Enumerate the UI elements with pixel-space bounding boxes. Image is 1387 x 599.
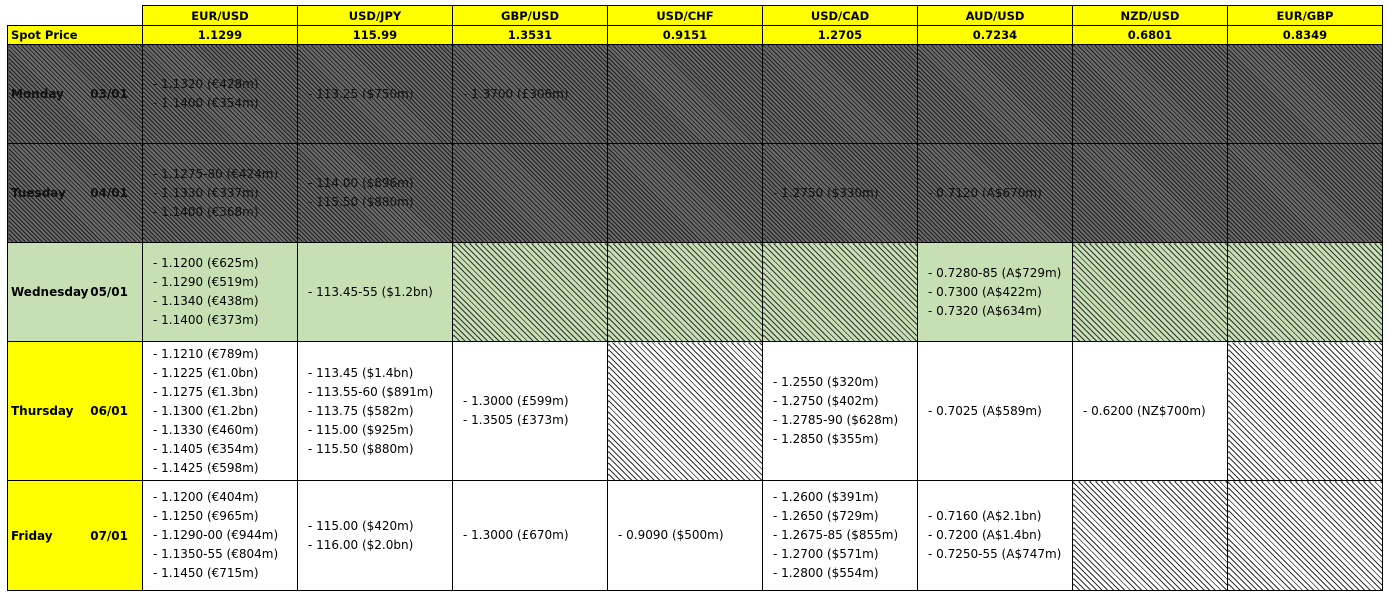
expiry-entry: - 1.1405 (€354m) bbox=[153, 441, 259, 456]
pair-header: EUR/GBP bbox=[1228, 6, 1383, 26]
pair-header: GBP/USD bbox=[453, 6, 608, 26]
expiry-entry: - 1.3000 (£599m) bbox=[463, 394, 569, 408]
empty-expiry-cell bbox=[1073, 144, 1228, 243]
expiry-entry: - 0.6200 (NZ$700m) bbox=[1083, 403, 1206, 418]
expiry-entry: - 114.00 ($896m) bbox=[308, 176, 414, 190]
expiry-entry: - 1.1400 (€354m) bbox=[153, 96, 259, 110]
expiry-entry: - 0.7120 (A$670m) bbox=[928, 185, 1042, 200]
expiry-entry: - 0.7280-85 (A$729m) bbox=[928, 265, 1062, 280]
expiry-entry: - 1.1200 (€625m) bbox=[153, 256, 259, 270]
expiry-entry: - 1.3505 (£373m) bbox=[463, 413, 569, 427]
empty-expiry-cell bbox=[1073, 45, 1228, 144]
empty-expiry-cell bbox=[763, 45, 918, 144]
expiry-entry: - 1.2550 ($320m) bbox=[773, 375, 879, 389]
expiry-cell bbox=[298, 45, 453, 144]
fx-option-expiries-table bbox=[7, 5, 1383, 591]
expiry-entry: - 113.25 ($750m) bbox=[308, 86, 414, 101]
day-name: Wednesday bbox=[11, 285, 89, 299]
expiry-list bbox=[453, 392, 607, 430]
day-row-thursday bbox=[8, 342, 1383, 481]
spot-price-label: Spot Price bbox=[8, 26, 143, 45]
day-rows bbox=[8, 45, 1383, 591]
expiry-cell bbox=[298, 481, 453, 591]
empty-expiry-cell bbox=[918, 45, 1073, 144]
expiry-cell bbox=[143, 45, 298, 144]
expiry-list bbox=[918, 507, 1072, 564]
expiry-entry: - 113.45-55 ($1.2bn) bbox=[308, 284, 433, 299]
spot-price-value: 0.9151 bbox=[608, 26, 763, 45]
expiry-cell bbox=[298, 342, 453, 481]
expiry-cell bbox=[918, 144, 1073, 243]
spot-price-value: 0.8349 bbox=[1228, 26, 1383, 45]
expiry-entry: - 1.1275-80 (€424m) bbox=[153, 166, 279, 181]
expiry-entry: - 1.2750 ($330m) bbox=[773, 185, 879, 200]
day-name: Thursday bbox=[11, 404, 74, 418]
expiry-list bbox=[298, 85, 452, 104]
day-row-tuesday bbox=[8, 144, 1383, 243]
empty-expiry-cell bbox=[1073, 481, 1228, 591]
day-date: 04/01 bbox=[90, 186, 128, 200]
pair-header: NZD/USD bbox=[1073, 6, 1228, 26]
expiry-entry: - 115.50 ($880m) bbox=[308, 441, 414, 456]
expiry-list bbox=[143, 488, 297, 583]
expiry-entry: - 1.3000 (£670m) bbox=[463, 528, 569, 542]
expiry-list bbox=[143, 75, 297, 113]
expiry-cell bbox=[143, 243, 298, 342]
spot-price-value: 1.1299 bbox=[143, 26, 298, 45]
expiry-list bbox=[1073, 402, 1227, 421]
expiry-entry: - 0.9090 ($500m) bbox=[618, 528, 724, 542]
expiry-entry: - 1.2850 ($355m) bbox=[773, 432, 879, 446]
expiry-list bbox=[298, 364, 452, 459]
expiry-list bbox=[453, 526, 607, 545]
day-label bbox=[8, 144, 143, 243]
day-date: 03/01 bbox=[90, 87, 128, 101]
expiry-list bbox=[143, 254, 297, 330]
expiry-list bbox=[298, 283, 452, 302]
expiry-entry: - 1.1425 (€598m) bbox=[153, 460, 259, 475]
expiry-entry: - 1.2650 ($729m) bbox=[773, 509, 879, 523]
day-name: Tuesday bbox=[11, 186, 66, 200]
empty-expiry-cell bbox=[1073, 243, 1228, 342]
expiry-cell bbox=[763, 342, 918, 481]
expiry-entry: - 1.1330 (€460m) bbox=[153, 422, 259, 437]
day-label bbox=[8, 45, 143, 144]
expiry-entry: - 1.2675-85 ($855m) bbox=[773, 528, 899, 542]
empty-expiry-cell bbox=[608, 342, 763, 481]
day-row-monday bbox=[8, 45, 1383, 144]
expiry-entry: - 115.50 ($880m) bbox=[308, 195, 414, 209]
spot-price-row bbox=[8, 26, 1383, 45]
expiry-cell bbox=[143, 342, 298, 481]
pair-header: AUD/USD bbox=[918, 6, 1073, 26]
expiry-list bbox=[763, 373, 917, 449]
expiry-entry: - 0.7025 (A$589m) bbox=[928, 403, 1042, 418]
expiry-cell bbox=[1073, 342, 1228, 481]
spot-price-value: 0.7234 bbox=[918, 26, 1073, 45]
day-row-friday bbox=[8, 481, 1383, 591]
expiry-entry: - 1.1200 (€404m) bbox=[153, 490, 259, 504]
empty-expiry-cell bbox=[1228, 144, 1383, 243]
empty-expiry-cell bbox=[453, 144, 608, 243]
empty-expiry-cell bbox=[1228, 45, 1383, 144]
expiry-entry: - 116.00 ($2.0bn) bbox=[308, 537, 414, 552]
day-date: 07/01 bbox=[90, 528, 128, 543]
expiry-cell bbox=[143, 144, 298, 243]
expiry-entry: - 1.2600 ($391m) bbox=[773, 490, 879, 504]
empty-expiry-cell bbox=[1228, 243, 1383, 342]
expiry-list bbox=[918, 402, 1072, 421]
expiry-cell bbox=[918, 243, 1073, 342]
day-label bbox=[8, 342, 143, 481]
day-row-wednesday bbox=[8, 243, 1383, 342]
expiry-entry: - 1.1210 (€789m) bbox=[153, 346, 259, 361]
day-label bbox=[8, 243, 143, 342]
expiry-entry: - 0.7320 (A$634m) bbox=[928, 303, 1042, 318]
expiry-entry: - 1.2800 ($554m) bbox=[773, 566, 879, 580]
expiry-cell bbox=[918, 342, 1073, 481]
expiry-entry: - 1.2785-90 ($628m) bbox=[773, 413, 899, 427]
expiry-entry: - 1.2750 ($402m) bbox=[773, 394, 879, 408]
expiry-list bbox=[763, 488, 917, 583]
empty-expiry-cell bbox=[608, 144, 763, 243]
pair-header: USD/CHF bbox=[608, 6, 763, 26]
empty-expiry-cell bbox=[608, 243, 763, 342]
expiry-entry: - 1.3700 (£306m) bbox=[463, 86, 569, 101]
expiry-entry: - 0.7250-55 (A$747m) bbox=[928, 547, 1062, 561]
pair-header: EUR/USD bbox=[143, 6, 298, 26]
empty-expiry-cell bbox=[608, 45, 763, 144]
expiry-list bbox=[298, 174, 452, 212]
spot-price-value: 1.2705 bbox=[763, 26, 918, 45]
expiry-list bbox=[918, 184, 1072, 203]
expiry-cell bbox=[143, 481, 298, 591]
expiry-entry: - 113.55-60 ($891m) bbox=[308, 384, 434, 399]
expiry-list bbox=[143, 165, 297, 222]
spot-price-value: 115.99 bbox=[298, 26, 453, 45]
expiry-entry: - 115.00 ($420m) bbox=[308, 518, 414, 533]
expiry-entry: - 0.7160 (A$2.1bn) bbox=[928, 509, 1042, 523]
empty-expiry-cell bbox=[453, 243, 608, 342]
expiry-entry: - 1.1450 (€715m) bbox=[153, 566, 259, 580]
day-name: Friday bbox=[11, 528, 53, 543]
expiry-list bbox=[298, 517, 452, 555]
expiry-entry: - 1.1340 (€438m) bbox=[153, 294, 259, 308]
expiry-cell bbox=[918, 481, 1073, 591]
empty-expiry-cell bbox=[1228, 342, 1383, 481]
expiry-entry: - 1.1350-55 (€804m) bbox=[153, 547, 279, 561]
expiry-cell bbox=[453, 481, 608, 591]
expiry-entry: - 1.1400 (€373m) bbox=[153, 313, 259, 327]
expiry-entry: - 1.1300 (€1.2bn) bbox=[153, 403, 259, 418]
pair-header: USD/JPY bbox=[298, 6, 453, 26]
expiry-entry: - 1.2700 ($571m) bbox=[773, 547, 879, 561]
expiry-cell bbox=[608, 481, 763, 591]
expiry-entry: - 115.00 ($925m) bbox=[308, 422, 414, 437]
expiry-entry: - 1.1320 (€428m) bbox=[153, 77, 259, 91]
expiry-list bbox=[453, 85, 607, 104]
spot-price-value: 0.6801 bbox=[1073, 26, 1228, 45]
day-date: 05/01 bbox=[90, 285, 128, 299]
expiry-entry: - 1.1290-00 (€944m) bbox=[153, 528, 279, 542]
expiry-list bbox=[918, 264, 1072, 321]
day-date: 06/01 bbox=[90, 404, 128, 418]
day-label bbox=[8, 481, 143, 591]
spot-price-value: 1.3531 bbox=[453, 26, 608, 45]
header-corner bbox=[8, 6, 143, 26]
expiry-entry: - 1.1400 (€368m) bbox=[153, 204, 259, 219]
expiry-entry: - 1.1225 (€1.0bn) bbox=[153, 365, 259, 380]
empty-expiry-cell bbox=[763, 243, 918, 342]
expiry-list bbox=[763, 184, 917, 203]
expiry-list bbox=[608, 526, 762, 545]
expiry-cell bbox=[453, 342, 608, 481]
expiry-entry: - 0.7200 (A$1.4bn) bbox=[928, 528, 1042, 542]
expiry-entry: - 113.75 ($582m) bbox=[308, 403, 414, 418]
expiry-cell bbox=[298, 144, 453, 243]
expiry-list bbox=[143, 345, 297, 478]
day-name: Monday bbox=[11, 87, 64, 101]
header-row bbox=[8, 6, 1383, 26]
empty-expiry-cell bbox=[1228, 481, 1383, 591]
expiry-cell bbox=[763, 144, 918, 243]
expiry-cell bbox=[298, 243, 453, 342]
expiry-cell bbox=[453, 45, 608, 144]
expiry-entry: - 1.1290 (€519m) bbox=[153, 275, 259, 289]
expiry-entry: - 0.7300 (A$422m) bbox=[928, 284, 1042, 299]
expiry-cell bbox=[763, 481, 918, 591]
pair-header: USD/CAD bbox=[763, 6, 918, 26]
expiry-entry: - 1.1330 (€337m) bbox=[153, 185, 259, 200]
expiry-entry: - 1.1250 (€965m) bbox=[153, 509, 259, 523]
expiry-entry: - 1.1275 (€1.3bn) bbox=[153, 384, 259, 399]
expiry-entry: - 113.45 ($1.4bn) bbox=[308, 365, 414, 380]
